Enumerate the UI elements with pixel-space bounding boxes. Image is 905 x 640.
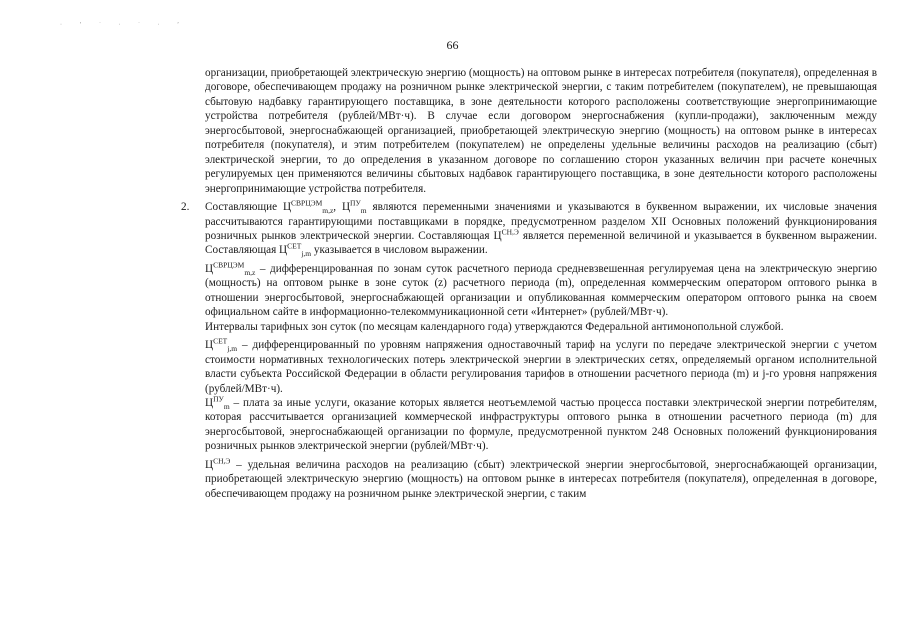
symbol-subscript: j,m <box>301 249 312 259</box>
formula-symbol-pu <box>341 198 367 216</box>
item2-text-end: указывается в числовом выражении. <box>311 244 488 257</box>
list-item-2 <box>181 198 878 259</box>
formula-symbol-pu <box>205 394 230 412</box>
definition-pu <box>205 396 877 454</box>
definition-set <box>205 338 877 396</box>
page-number: 66 <box>446 38 459 52</box>
symbol-base: Ц <box>493 229 502 242</box>
symbol-superscript: СН,Э <box>501 227 519 237</box>
item2-text-middle-2: является переменной величиной и указывается в буквенном выражении. Составляющая <box>205 229 878 257</box>
definition-text: – плата за иные услуги, оказание которых является неотъемлемой частью процесса поставки электрической энергии потребителям, которая рассчитывается организацией коммерческой инфраструктуры оптового рынка в отношении расчетного периода (m) для энергосбытовой, энергоснабжающей организации по формуле, предусмотренной пунктом 248 Основных положений функционирования розничных рынков электрической энергии (рублей/МВт·ч). <box>205 396 877 453</box>
symbol-superscript: ПУ <box>350 198 361 208</box>
list-item-number: 2. <box>181 201 190 214</box>
definition-text: – дифференцированная по зонам суток расчетного периода средневзвешенная регулируемая цена на электрическую энергию (мощность) на оптовом рынке в зоне суток (z) расчетного периода (m), определенная коммерческим оператором оптового рынка в отношении энергосбытовой, энергоснабжающей организации и опубликованная коммерческим оператором оптового рынка на своем официальном сайте в информационно-телекоммуникационной сети «Интернет» (рублей/МВт·ч). <box>205 262 877 319</box>
symbol-base: Ц <box>205 262 214 275</box>
symbol-subscript: m <box>360 206 367 216</box>
symbol-base: Ц <box>205 458 214 471</box>
symbol-base: Ц <box>341 201 351 214</box>
item2-text-middle: являются переменными значениями и указываются в буквенном выражении, их числовые значения рассчитываются гарантирующими поставщиками в порядке, предусмотренном разделом XII Основных положений функционирования розничных рынков электрической энергии. Составляющая <box>205 201 877 242</box>
symbol-superscript: ПУ <box>213 394 224 404</box>
definition-svrcem <box>205 262 877 320</box>
definition-text: – дифференцированный по уровням напряжения одноставочный тариф на услуги по передаче электрической энергии с учетом стоимости нормативных технологических потерь электрической энергии в электрических сетях, определяемый органом исполнительной власти субъекта Российской Федерации в области регулирования тарифов в отношении расчетного периода (m) и j-го уровня напряжения (рублей/МВт·ч). <box>205 339 877 395</box>
definition-sne <box>205 458 877 501</box>
formula-symbol-sne <box>205 456 231 471</box>
symbol-superscript: СВРЦЭМ <box>213 260 245 270</box>
scan-artifacts: · ʼ ˙ · ˙ · ʼ <box>60 22 187 28</box>
formula-symbol-svrcem <box>282 198 334 216</box>
symbol-base: Ц <box>279 244 288 257</box>
symbol-superscript: СЕТ <box>287 241 302 251</box>
symbol-base: Ц <box>205 339 214 352</box>
item2-text-start: Составляющие <box>205 201 283 214</box>
symbol-superscript: СН,Э <box>213 456 231 466</box>
formula-symbol-set <box>205 336 238 354</box>
symbol-base: Ц <box>205 396 214 409</box>
symbol-subscript: j,m <box>227 344 238 354</box>
formula-symbol-set <box>279 241 312 259</box>
document-body <box>181 66 878 501</box>
formula-symbol-sne <box>493 227 519 242</box>
symbol-subscript: m,z <box>244 268 256 278</box>
formula-symbol-svrcem <box>205 260 256 278</box>
symbol-superscript: СВРЦЭМ <box>291 198 323 208</box>
symbol-subscript: m <box>223 402 230 412</box>
intervals-paragraph: Интервалы тарифных зон суток (по месяцам календарного года) утверждаются Федеральной антимонопольной службой. <box>205 320 784 333</box>
symbol-superscript: СЕТ <box>213 336 228 346</box>
symbol-base: Ц <box>282 201 292 214</box>
symbol-subscript: m,z <box>322 206 334 216</box>
definition-text: – удельная величина расходов на реализацию (сбыт) электрической энергии энергосбытовой, энергоснабжающей организации, приобретающей электрическую энергию (мощность) на оптовом рынке в интересах потребителя (покупателя), определенная в договоре, обеспечивающем продажу на розничном рынке электрической энергии, с таким <box>205 458 877 500</box>
item2-comma: , <box>333 201 342 214</box>
paragraph-continuation: организации, приобретающей электрическую энергию (мощность) на оптовом рынке в интересах потребителя (покупателя), определенная в договоре, обеспечивающем продажу на розничном рынке электрической энергии, с таким потребителем (покупателем), не превышающая сбытовую надбавку гарантирующего поставщика, в зоне деятельности которого расположены соответствующие энергопринимающие устройства потребителя (рублей/МВт·ч). В случае если договором энергоснабжения (купли-продажи), заключенным между энергосбытовой, энергоснабжающей организацией, приобретающей электрическую энергию (мощность) на оптовом рынке в интересах потребителя (покупателя), и этим потребителем (покупателем) не определены удельные величины расходов на реализацию (сбыт) электрической энергии, то до определения в указанном договоре по соглашению сторон указанных величин при расчете конечных регулируемых цен применяются величины сбытовых надбавок гарантирующего поставщика, в зоне деятельности которого расположены энергопринимающие устройства потребителя. <box>205 67 877 195</box>
